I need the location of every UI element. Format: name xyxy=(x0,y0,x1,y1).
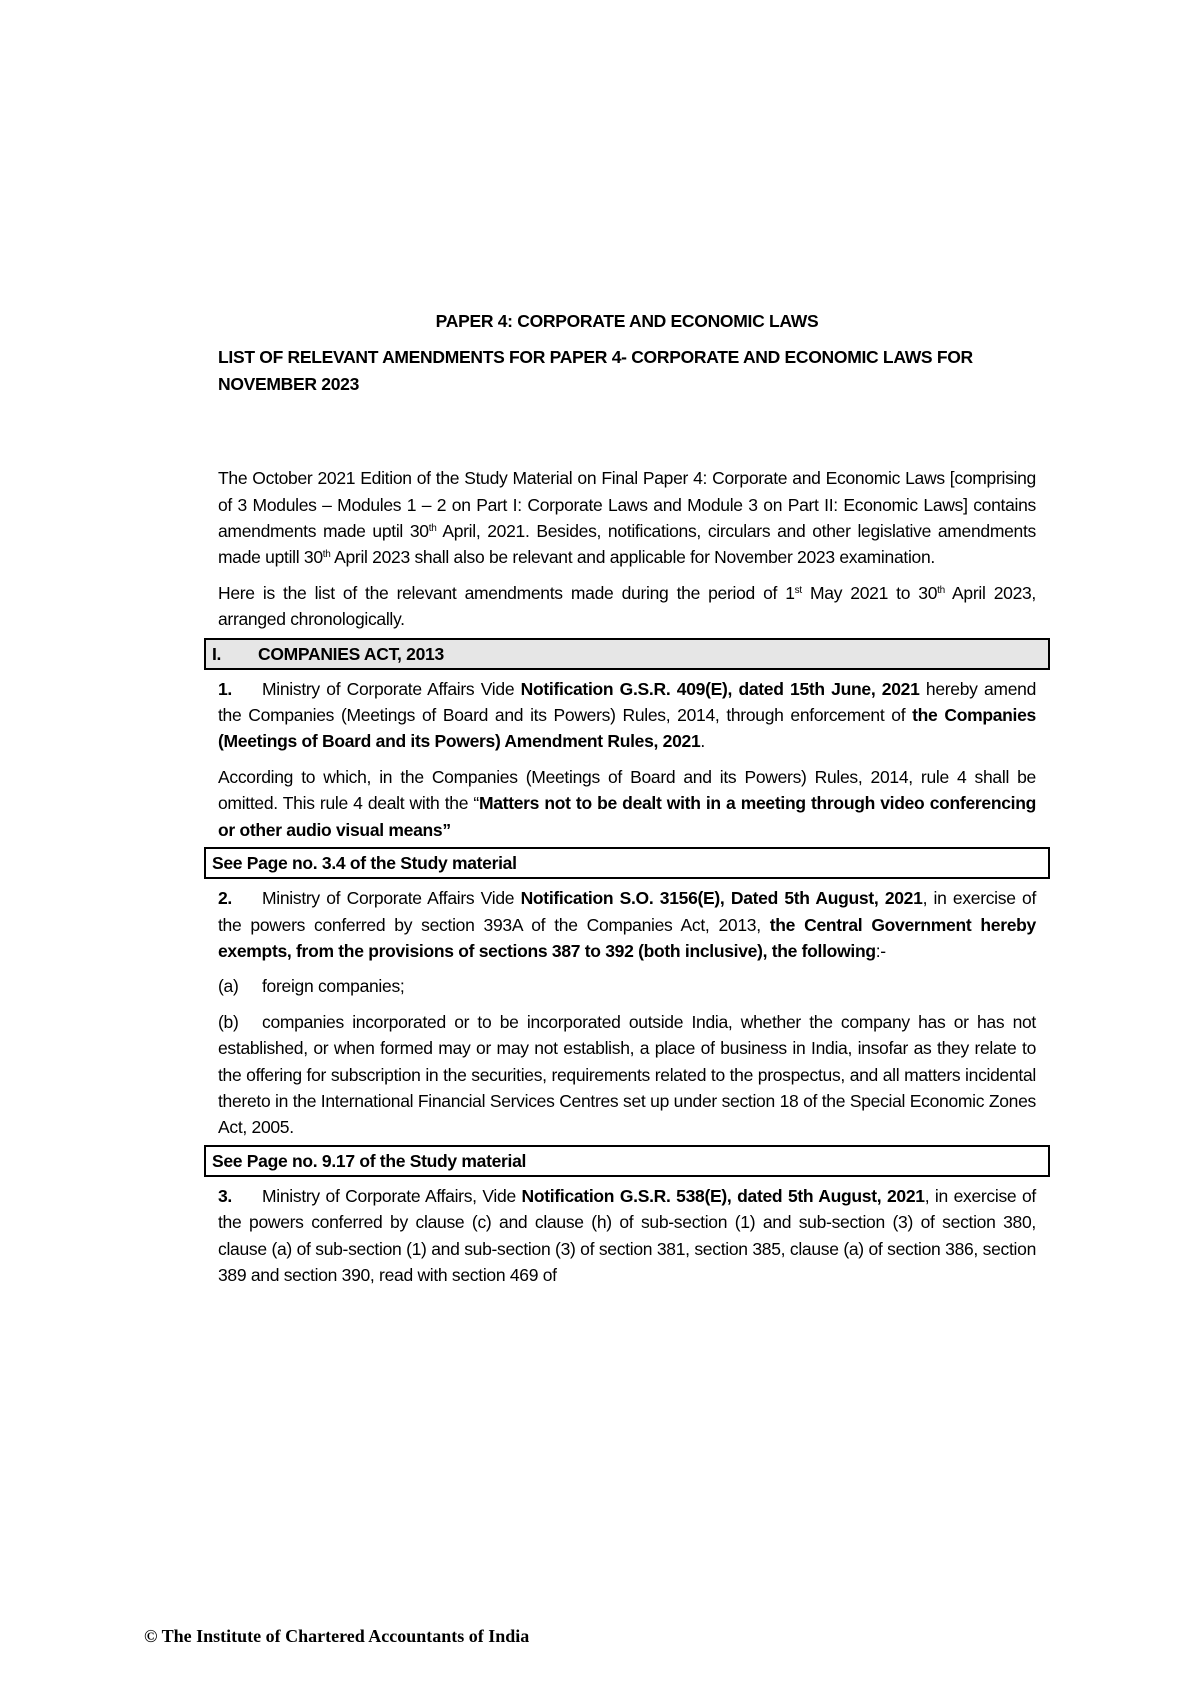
section-number: I. xyxy=(212,643,222,664)
item-3-paragraph: 3. Ministry of Corporate Affairs, Vide Notification G.S.R. 538(E), dated 5th August, 2021, in exercise of the powers conferred by clause (c) and clause (h) of sub-section (1) and sub-section (3) of section 380, clause (a) of sub-section (1) and sub-section (3) of section 381, section 385, clause (a) of section 386, section 389 and section 390, read with section 469 of xyxy=(218,1183,1036,1289)
item-1-number: 1. xyxy=(218,678,232,699)
item-1-explanation: According to which, in the Companies (Meetings of Board and its Powers) Rules, 2014, rule 4 shall be omitted. This rule 4 dealt with the “Matters not to be dealt with in a meeting through video conferencing or other audio visual means” xyxy=(218,766,1036,840)
page-subtitle: LIST OF RELEVANT AMENDMENTS FOR PAPER 4- CORPORATE AND ECONOMIC LAWS FOR NOVEMBER 2023 xyxy=(218,347,973,394)
section-heading-box xyxy=(204,638,1050,670)
item-1-paragraph: 1. Ministry of Corporate Affairs Vide Notification G.S.R. 409(E), dated 15th June, 2021 hereby amend the Companies (Meetings of Board and its Powers) Rules, 2014, through enforcement of the Companies (Meetings of Board and its Powers) Amendment Rules, 2021. xyxy=(218,676,1036,755)
item-3-number: 3. xyxy=(218,1185,232,1206)
page-title: PAPER 4: CORPORATE AND ECONOMIC LAWS xyxy=(435,311,819,331)
item-2-reference-box: See Page no. 9.17 of the Study material xyxy=(204,1145,1050,1177)
section-heading: COMPANIES ACT, 2013 xyxy=(258,643,444,664)
copyright-footer: © The Institute of Chartered Accountants of India xyxy=(144,1626,530,1646)
item-2-number: 2. xyxy=(218,888,232,909)
item-2-clause-a: (a) foreign companies; xyxy=(218,976,405,997)
item-2-paragraph: 2. Ministry of Corporate Affairs Vide Notification S.O. 3156(E), Dated 5th August, 2021, in exercise of the powers conferred by section 393A of the Companies Act, 2013, the Central Government hereby exempts, from the provisions of sections 387 to 392 (both inclusive), the following:- xyxy=(218,885,1036,964)
document-content xyxy=(212,308,1037,1288)
intro-paragraph-2: Here is the list of the relevant amendments made during the period of 1st May 2021 to 30th April 2023, arranged chronologically. xyxy=(218,582,1036,630)
item-2-clause-b: (b) companies incorporated or to be incorporated outside India, whether the company has or has not established, or when formed may or may not establish, a place of business in India, insofar as they relate to the offering for subscription in the securities, requirements related to the prospectus, and all matters incidental thereto in the International Financial Services Centres set up under section 18 of the Special Economic Zones Act, 2005. xyxy=(218,1011,1036,1138)
intro-paragraph-1: The October 2021 Edition of the Study Material on Final Paper 4: Corporate and Economic Laws [comprising of 3 Modules – Modules 1 – 2 on Part I: Corporate Laws and Module 3 on Part II: Economic Laws] contains amendments made uptil 30th April, 2021. Besides, notifications, circulars and other legislative amendments made uptill 30th April 2023 shall also be relevant and applicable for November 2023 examination. xyxy=(218,468,1036,568)
item-1-reference-box: See Page no. 3.4 of the Study material xyxy=(204,847,1050,879)
